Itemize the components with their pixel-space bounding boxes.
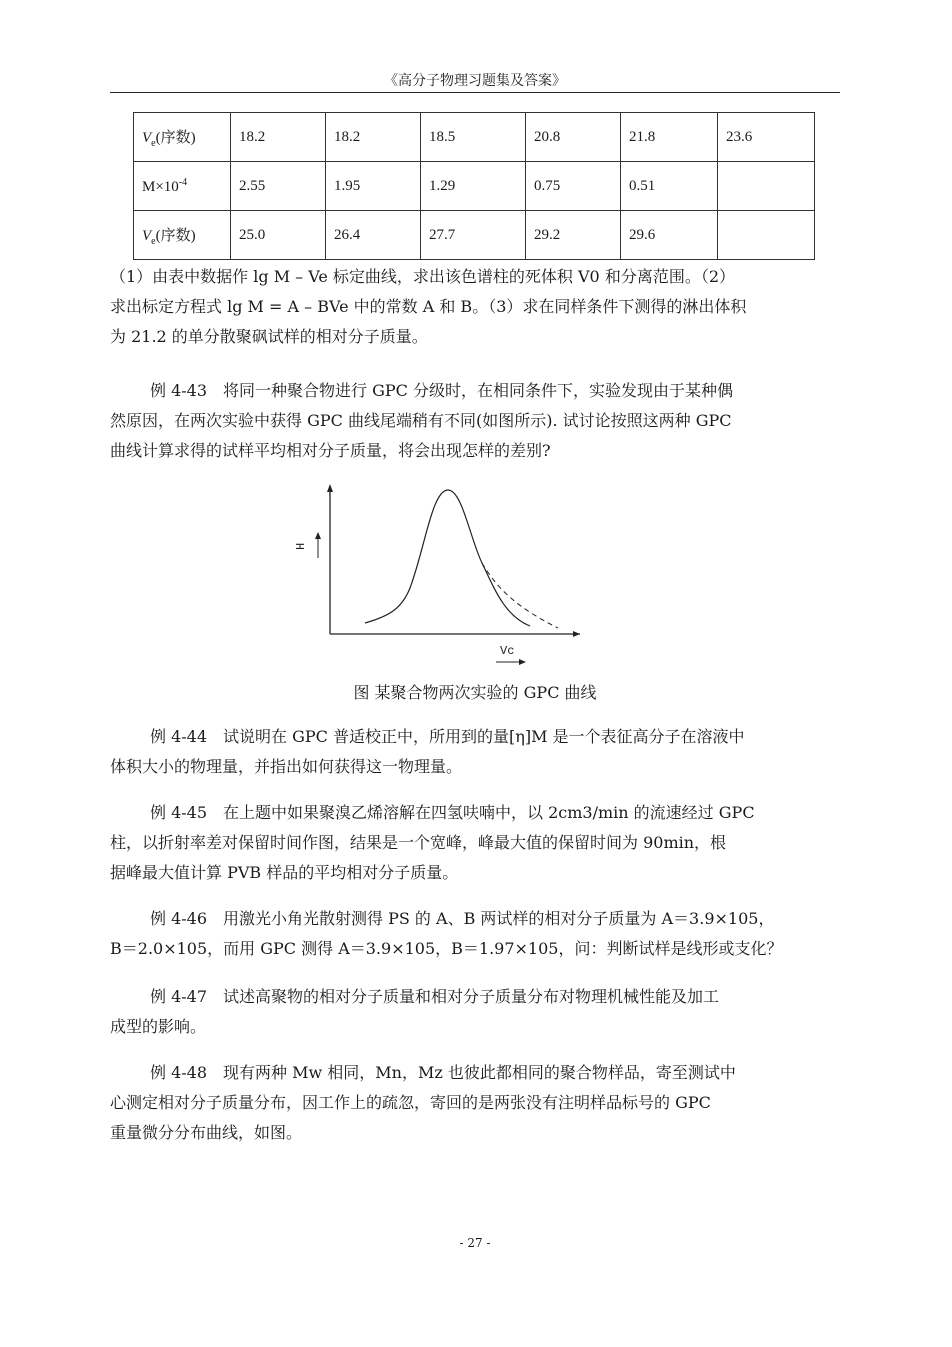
table-cell: 18.2 (326, 113, 421, 162)
text-line: 例 4-45 在上题中如果聚溴乙烯溶解在四氢呋喃中，以 2cm3/min 的流速经过 GPC (150, 803, 755, 822)
gpc-curve-dashed (482, 563, 558, 628)
example-4-48 (110, 1058, 840, 1148)
table-cell: 0.75 (526, 162, 621, 211)
example-4-47 (110, 982, 840, 1042)
text-line: 重量微分分布曲线，如图。 (110, 1123, 303, 1142)
calibration-table (133, 112, 815, 260)
y-axis-label: H (294, 542, 308, 550)
text-line: 然原因，在两次实验中获得 GPC 曲线尾端稍有不同(如图所示). 试讨论按照这两种 GPC (110, 411, 732, 430)
text-line: 体积大小的物理量，并指出如何获得这一物理量。 (110, 757, 463, 776)
text-line: 求出标定方程式 lg M = A – BVe 中的常数 A 和 B。（3）求在同样条件下测得的淋出体积 (110, 297, 747, 316)
text-line: B＝2.0×105，而用 GPC 测得 A＝3.9×105，B＝1.97×105，问：判断试样是线形或支化？ (110, 939, 783, 958)
table-cell: 25.0 (231, 211, 326, 260)
text-line: 心测定相对分子质量分布，因工作上的疏忽，寄回的是两张没有注明样品标号的 GPC (110, 1093, 711, 1112)
table-cell: 23.6 (718, 113, 815, 162)
text-line: 例 4-48 现有两种 Mw 相同，Mn，Mz 也彼此都相同的聚合物样品，寄至测试中 (150, 1063, 736, 1082)
text-line: 柱，以折射率差对保留时间作图，结果是一个宽峰，峰最大值的保留时间为 90min，根 (110, 833, 727, 852)
text-line: 例 4-47 试述高聚物的相对分子质量和相对分子质量分布对物理机械性能及加工 (150, 987, 720, 1006)
text-line: 例 4-43 将同一种聚合物进行 GPC 分级时，在相同条件下，实验发现由于某种偶 (150, 381, 733, 400)
table-cell: 21.8 (621, 113, 718, 162)
text-line: 例 4-44 试说明在 GPC 普适校正中，所用到的量[η]M 是一个表征高分子在溶液中 (150, 727, 745, 746)
table-cell: 20.8 (526, 113, 621, 162)
y-label-arrowhead (315, 532, 321, 539)
row-label: $M\times 10^{-4}$ (134, 162, 231, 211)
text-line: 据峰最大值计算 PVB 样品的平均相对分子质量。 (110, 863, 459, 882)
table-cell: 18.2 (231, 113, 326, 162)
table-row (134, 113, 815, 162)
example-4-43 (110, 376, 840, 466)
table-cell: 26.4 (326, 211, 421, 260)
table-cell: 29.2 (526, 211, 621, 260)
page-number: - 27 - (459, 1236, 491, 1250)
header-rule (110, 92, 840, 93)
table-cell: 29.6 (621, 211, 718, 260)
example-4-44 (110, 722, 840, 782)
text-line: 为 21.2 的单分散聚砜试样的相对分子质量。 (110, 327, 428, 346)
figure-caption: 图 某聚合物两次实验的 GPC 曲线 (353, 683, 597, 702)
text-line: 成型的影响。 (110, 1017, 207, 1036)
x-label-arrowhead (519, 659, 526, 665)
table-cell: 0.51 (621, 162, 718, 211)
text-line: 例 4-46 用激光小角光散射测得 PS 的 A、B 两试样的相对分子质量为 A＝3.9×105， (150, 909, 775, 928)
gpc-curve-solid (365, 490, 530, 626)
problem-paragraph (110, 262, 840, 352)
table-row (134, 211, 815, 260)
example-4-45 (110, 798, 840, 888)
row-label: $V_e$(序数) (134, 113, 231, 162)
table-cell: 1.29 (421, 162, 526, 211)
table-cell (718, 162, 815, 211)
y-axis-arrow (327, 484, 333, 492)
table-row (134, 162, 815, 211)
row-label: $V_e$(序数) (134, 211, 231, 260)
table-cell: 18.5 (421, 113, 526, 162)
table-cell (718, 211, 815, 260)
table-cell: 27.7 (421, 211, 526, 260)
gpc-curve-figure (290, 478, 600, 678)
table-cell: 2.55 (231, 162, 326, 211)
x-axis-label: Vc (500, 644, 515, 658)
running-header: 《高分子物理习题集及答案》 (384, 73, 566, 89)
x-axis-arrow (573, 631, 580, 637)
table-cell: 1.95 (326, 162, 421, 211)
text-line: 曲线计算求得的试样平均相对分子质量，将会出现怎样的差别? (110, 441, 551, 460)
text-line: （1）由表中数据作 lg M – Ve 标定曲线，求出该色谱柱的死体积 V0 和分离范围。（2） (110, 267, 735, 286)
example-4-46 (110, 904, 840, 964)
